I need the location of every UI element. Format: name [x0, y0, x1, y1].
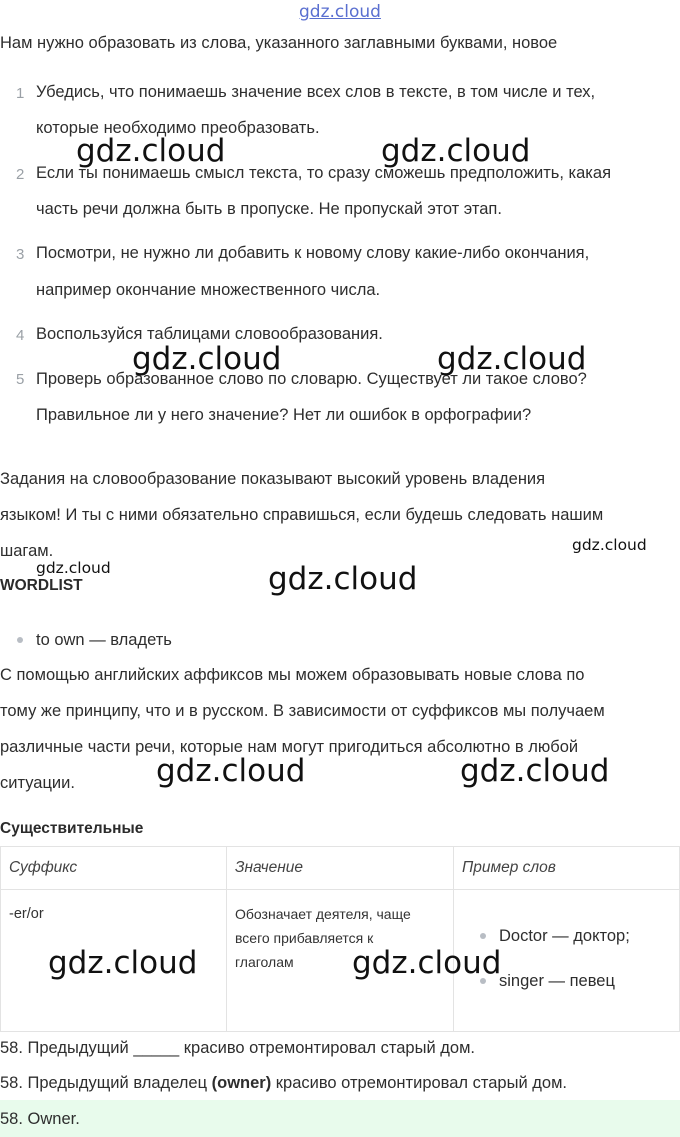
task-text: 58. Предыдущий владелец [0, 1074, 212, 1092]
paragraph-line: С помощью английских аффиксов мы можем образовывать новые слова по [0, 666, 585, 684]
step-number: 4 [16, 327, 25, 344]
answer-text: 58. Owner. [0, 1110, 80, 1128]
watermark: gdz.cloud [352, 945, 502, 981]
step-text: Посмотри, не нужно ли добавить к новому слову какие-либо окончания, [36, 244, 590, 262]
paragraph-line: тому же принципу, что и в русском. В зависимости от суффиксов мы получаем [0, 702, 605, 720]
meaning-line: глаголам [235, 954, 294, 970]
watermark: gdz.cloud [460, 753, 610, 789]
table-header-cell: Пример слов [454, 847, 680, 890]
wordlist-item: to own — владеть [36, 631, 172, 649]
example-item: singer — певец [499, 972, 615, 990]
step-text: Воспользуйся таблицами словообразования. [36, 325, 383, 343]
meaning-line: Обозначает деятеля, чаще [235, 906, 411, 922]
watermark: gdz.cloud [268, 561, 418, 597]
task-bold-word: (owner) [211, 1074, 272, 1092]
intro-text: Нам нужно образовать из слова, указанного заглавными буквами, новое [0, 34, 558, 52]
bullet-icon [480, 933, 486, 939]
watermark: gdz.cloud [437, 341, 587, 377]
table-header-row [1, 847, 680, 890]
watermark: gdz.cloud [132, 341, 282, 377]
step-text: Если ты понимаешь смысл текста, то сразу сможешь предположить, какая [36, 164, 612, 182]
paragraph-line: ситуации. [0, 774, 75, 792]
watermark: gdz.cloud [48, 945, 198, 981]
watermark-link[interactable]: gdz.cloud [299, 2, 381, 22]
meaning-line: всего прибавляется к [235, 930, 374, 946]
step-text: которые необходимо преобразовать. [36, 119, 320, 137]
step-number: 2 [16, 166, 25, 183]
paragraph-line: Задания на словообразование показывают высокий уровень владения [0, 470, 546, 488]
step-number: 1 [16, 85, 25, 102]
wordlist-heading: WORDLIST [0, 577, 83, 594]
paragraph-line: различные части речи, которые нам могут пригодиться абсолютно в любой [0, 738, 579, 756]
nouns-heading: Существительные [0, 820, 144, 837]
step-number: 3 [16, 246, 25, 263]
watermark: gdz.cloud [572, 536, 647, 554]
bullet-icon [17, 637, 23, 643]
example-item: Doctor — доктор; [499, 927, 630, 945]
step-text: часть речи должна быть в пропуске. Не пропускай этот этап. [36, 200, 502, 218]
suffix-table [0, 846, 680, 1032]
step-number: 5 [16, 371, 25, 388]
task-line-filled [0, 1065, 567, 1101]
step-text: например окончание множественного числа. [36, 281, 381, 299]
watermark: gdz.cloud [156, 753, 306, 789]
table-header-cell: Суффикс [1, 847, 227, 890]
watermark: gdz.cloud [36, 559, 111, 577]
task-text: красиво отремонтировал старый дом. [271, 1074, 568, 1092]
watermark: gdz.cloud [381, 133, 531, 169]
paragraph-line: языком! И ты с ними обязательно справишься, если будешь следовать нашим [0, 506, 604, 524]
paragraph-line: шагам. [0, 542, 54, 560]
task-line: 58. Предыдущий _____ красиво отремонтировал старый дом. [0, 1039, 475, 1057]
table-cell-suffix: -er/or [1, 890, 227, 1032]
answer-bar [0, 1100, 680, 1137]
step-text: Проверь образованное слово по словарю. Существует ли такое слово? [36, 370, 587, 388]
watermark: gdz.cloud [76, 133, 226, 169]
step-text: Правильное ли у него значение? Нет ли ошибок в орфографии? [36, 406, 532, 424]
step-text: Убедись, что понимаешь значение всех слов в тексте, в том числе и тех, [36, 83, 596, 101]
table-header-cell: Значение [227, 847, 454, 890]
